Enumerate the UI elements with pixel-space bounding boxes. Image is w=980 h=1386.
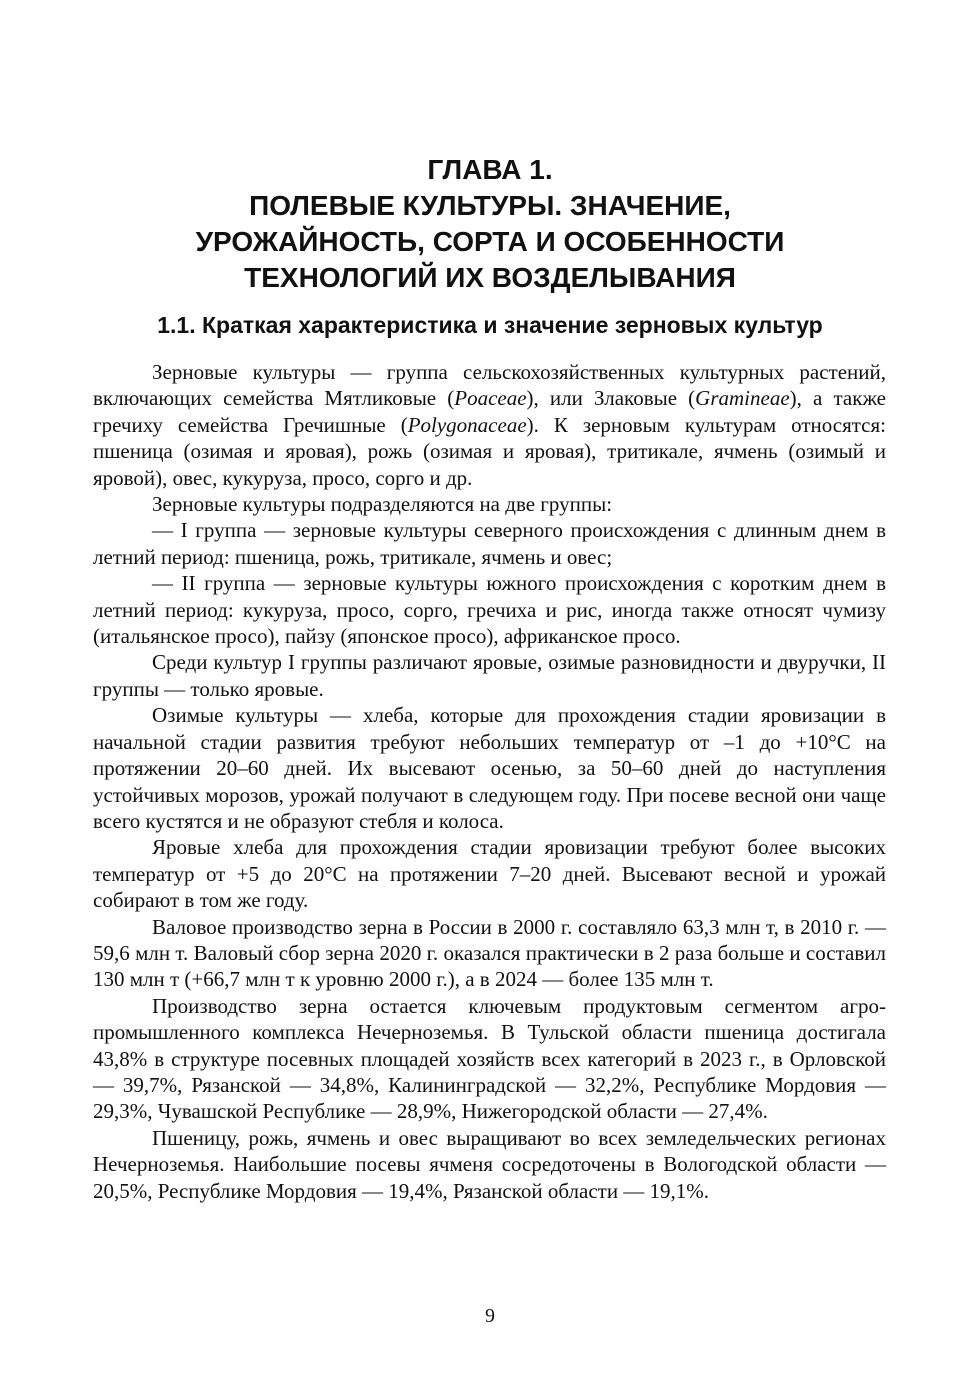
paragraph-2: Зерновые культуры подразделяются на две группы: <box>152 492 613 517</box>
paragraph-1-text-a: Зерновые культуры — группа сельскохозяйственных культурных растений, включающих семейства Мятликовые ( <box>93 360 886 411</box>
section-heading: 1.1. Краткая характеристика и значение зерновых культур <box>157 312 823 338</box>
body-text <box>93 359 886 1204</box>
chapter-heading <box>90 152 890 296</box>
paragraph-1-text-e: ), а также гречиху семейства Гречишные ( <box>93 386 886 437</box>
latin-term-gramineae: Gramineae <box>695 386 790 411</box>
latin-term-polygonaceae: Polygonaceae <box>407 412 527 437</box>
paragraph-3: — I группа — зерновые культуры северного происхождения с длинным днем в летний период: пшеница, рожь, тритикале, ячмень и овес; <box>93 518 886 569</box>
chapter-number: ГЛАВА 1. <box>427 154 553 185</box>
paragraph-5: Среди культур I группы различают яровые, озимые разновидности и двуручки, II группы — только яровые. <box>93 650 886 701</box>
chapter-title-line-3: ТЕХНОЛОГИЙ ИХ ВОЗДЕЛЫВАНИЯ <box>244 262 736 293</box>
paragraph-1-text-c: ), или Злаковые ( <box>526 386 696 411</box>
paragraph-9: Производство зерна остается ключевым продуктовым сегментом агропромышленного комплекса Нечерноземья. В Тульской области пшеница достигала 43,8% в структуре посевных площадей хозяйств всех категорий в 2023 г., в Орловской — 39,7%, Рязанской — 34,8%, Калининградской — 32,2%, Республике Мордовия — 29,3%, Чувашской Республике — 28,9%, Нижегородской области — 27,4%. <box>93 993 886 1124</box>
paragraph-10: Пшеницу, рожь, ячмень и овес выращивают во всех земледельческих регионах Нечерноземья. Наибольшие посевы ячменя сосредоточены в Вологодской области — 20,5%, Республике Мордовия — 19,4%, Рязанской области — 19,1%. <box>93 1125 886 1203</box>
latin-term-poaceae: Poaceae <box>454 386 527 411</box>
paragraph-1 <box>93 359 886 491</box>
page-number: 9 <box>485 1305 495 1327</box>
chapter-title-line-2: УРОЖАЙНОСТЬ, СОРТА И ОСОБЕННОСТИ <box>195 226 785 257</box>
paragraph-1-text-g: ). К зерновым культурам относятся: пшеница (озимая и яровая), рожь (озимая и яровая), тритикале, ячмень (озимый и яровой), овес, кукуруза, просо, сорго и др. <box>93 412 886 490</box>
paragraph-8: Валовое производство зерна в России в 2000 г. составляло 63,3 млн т, в 2010 г. — 59,6 млн т. Валовый сбор зерна 2020 г. оказался практически в 2 раза больше и составил 130 млн т (+66,7 млн т к уровню 2000 г.), а в 2024 — более 135 млн т. <box>93 914 886 992</box>
chapter-title-line-1: ПОЛЕВЫЕ КУЛЬТУРЫ. ЗНАЧЕНИЕ, <box>249 190 731 221</box>
paragraph-6: Озимые культуры — хлеба, которые для прохождения стадии яровизации в начальной стадии развития требуют небольших температур от –1 до +10°С на протяжении 20–60 дней. Их высевают осенью, за 50–60 дней до наступления устойчивых морозов, урожай получают в следующем году. При посеве весной они чаще всего кустятся и не образуют стебля и колоса. <box>93 703 886 833</box>
paragraph-4: — II группа — зерновые культуры южного происхождения с коротким днем в летний период: кукуруза, просо, сорго, гречиха и рис, иногда также относят чумизу (итальянское просо), пайзу (японское просо), африканское просо. <box>93 571 886 649</box>
paragraph-7: Яровые хлеба для прохождения стадии яровизации требуют более высоких температур от +5 до 20°С на протяжении 7–20 дней. Высевают весной и урожай собирают в том же году. <box>93 835 886 913</box>
